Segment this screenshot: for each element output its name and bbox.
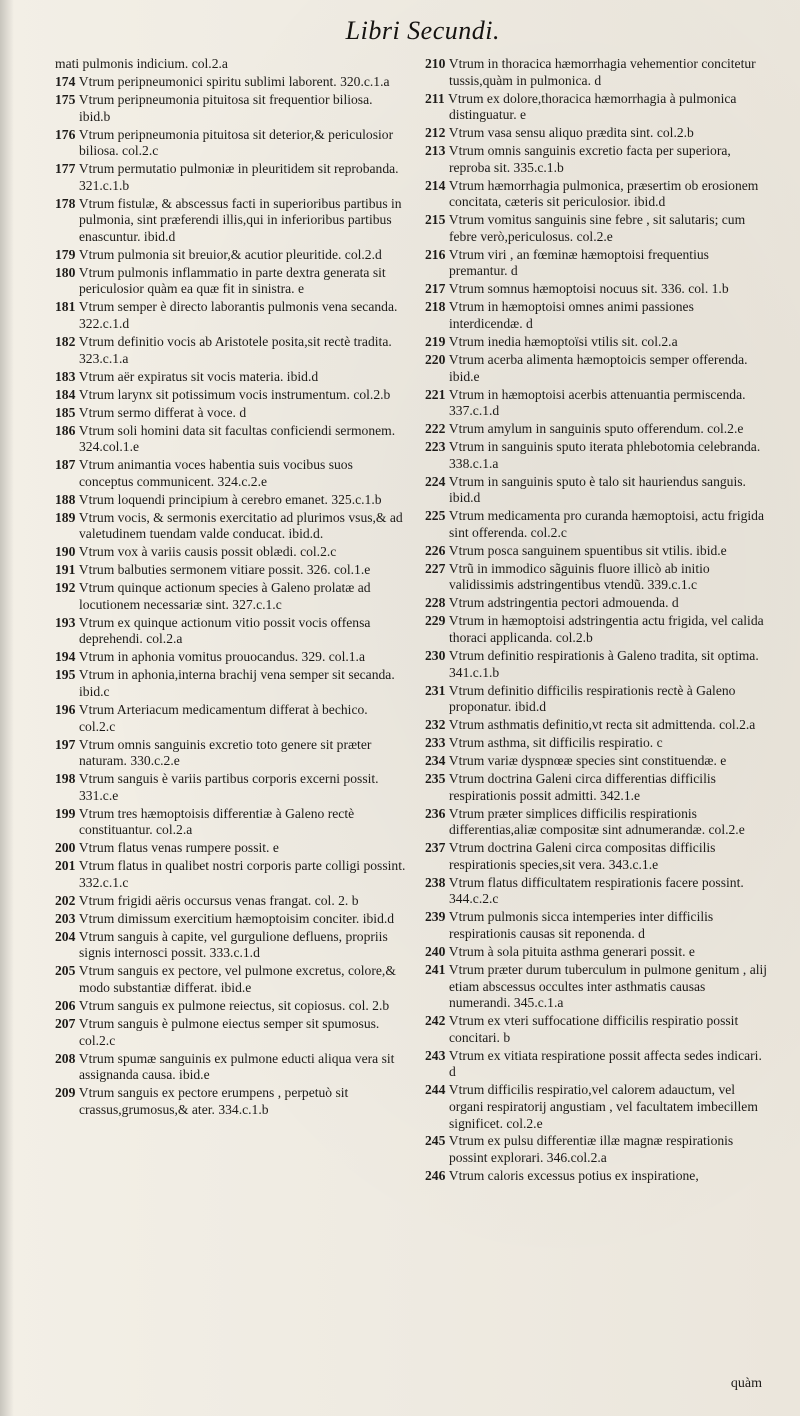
entry-reference: 343.c.1.e (605, 856, 659, 872)
entry-number: 233 (425, 735, 449, 751)
entry-reference: col.2.e (703, 421, 744, 437)
entry-text: Vtrum definitio vocis ab Aristotele posita,sit rectè tradita. (78, 334, 392, 350)
entry-reference: col.2.a (188, 56, 228, 71)
index-entry (55, 423, 407, 456)
entry-text: Vtrum vocis, & sermonis exercitatio ad plurimos vsus,& ad valetudinem tuendam valde conducat. (78, 509, 403, 542)
entry-text: Vtrum semper è directo laborantis pulmonis vena secanda. (78, 299, 398, 315)
entry-reference: ibid.d (140, 228, 176, 244)
entry-number: 199 (55, 805, 79, 821)
entry-reference: ibid.d. (285, 526, 324, 542)
entry-text: Vtrum in sanguinis sputo è talo sit hauriendus sanguis. (448, 473, 746, 489)
entry-number: 243 (425, 1047, 449, 1063)
entry-number: 223 (425, 439, 449, 455)
index-entry (425, 125, 770, 142)
entry-reference: 346.col.2.a (543, 1150, 607, 1166)
entry-number: 177 (55, 161, 79, 177)
entry-reference: col.2.a (637, 334, 678, 350)
entry-text: Vtrum omnis sanguinis excretio facta per superiora, reproba sit. (448, 143, 731, 175)
index-entry (55, 161, 407, 194)
entry-text: Vtrum præter simplices difficilis respirationis differentias,aliæ compositæ sint adnumerandæ. (448, 805, 706, 838)
entry-number: 231 (425, 682, 449, 698)
entry-reference: c (653, 735, 663, 751)
entry-text: Vtrum fistulæ, & abscessus facti in superioribus partibus in pulmonia, sint præferendi illis,qui in inferioribus partibus enascuntur. (78, 195, 402, 244)
entry-reference: col.2.b (552, 630, 593, 646)
entry-text: Vtrum sanguis ex pulmone reiectus, sit copiosus. (78, 997, 346, 1013)
entry-reference: ibid.d (359, 910, 395, 926)
entry-reference: col.2.b (349, 386, 391, 402)
entry-reference: col.2.e (705, 822, 745, 838)
index-entry (425, 387, 770, 420)
entry-number: 186 (55, 422, 79, 438)
entry-reference: 344.c.2.c (449, 891, 499, 907)
index-entry (55, 858, 407, 891)
index-entry (425, 334, 770, 351)
index-entry (55, 127, 407, 160)
entry-text: Vtrum inedia hæmoptoïsi vtilis sit. (448, 334, 638, 350)
entry-reference: col.2.a (142, 631, 183, 647)
entry-number: 197 (55, 736, 79, 752)
entry-number: 226 (425, 542, 449, 558)
right-column (425, 56, 770, 1186)
entry-text: Vtrum in hæmoptoisi acerbis attenuantia permiscenda. (448, 386, 746, 402)
entry-number: 174 (55, 73, 79, 89)
index-entry (55, 562, 407, 579)
index-entry (55, 998, 407, 1015)
entry-reference: ibid.d (630, 194, 666, 210)
binding-shadow (0, 0, 14, 1416)
entry-number: 229 (425, 613, 449, 629)
entry-text: Vtrum à sola pituita asthma generari possit. (448, 944, 686, 959)
entry-number: 192 (55, 580, 79, 596)
index-entry (425, 648, 770, 681)
entry-text: Vtrum amylum in sanguinis sputo offerendum. (448, 421, 704, 437)
index-entry (55, 1016, 407, 1049)
entry-text: Vtrum Arteriacum medicamentum differat à bechico. (78, 701, 368, 717)
entry-text: Vtrum somnus hæmoptoisi nocuus sit. (448, 281, 658, 297)
entry-text: Vtrum quinque actionum species à Galeno prolatæ ad locutionem necessariæ sint. (78, 580, 371, 612)
index-entry (55, 667, 407, 700)
entry-text: Vtrum asthma, sit difficilis respiratio. (448, 735, 654, 751)
entry-number: 176 (55, 126, 79, 142)
index-entry (425, 944, 770, 961)
entry-number: 180 (55, 264, 79, 280)
entry-number: 236 (425, 805, 449, 821)
entry-text: Vtrum hæmorrhagia pulmonica, præsertim ob erosionem concitata, cæteris sit periculosior. (448, 177, 759, 210)
entry-text: Vtrum asthmatis definitio,vt recta sit admittenda. (448, 717, 716, 733)
entry-number: 224 (425, 473, 449, 489)
index-entry (425, 543, 770, 560)
index-entry (425, 508, 770, 541)
entry-reference: 333.c.1.d (206, 945, 260, 961)
index-entry (425, 1082, 770, 1132)
entry-number: 181 (55, 299, 79, 315)
entry-text: Vtrum vasa sensu aliquo prædita sint. (448, 125, 654, 141)
index-entry (55, 369, 407, 386)
entry-number: 191 (55, 562, 79, 578)
index-entry (425, 735, 770, 752)
index-entry (425, 753, 770, 770)
index-entry (425, 247, 770, 280)
entry-reference: ibid.d (283, 368, 319, 384)
index-entry (425, 281, 770, 298)
entry-reference: col.2.c (296, 544, 337, 560)
entry-text: Vtrum medicamenta pro curanda hæmoptoisi, actu frigida sint offerenda. (448, 508, 765, 540)
entry-reference: d (590, 72, 602, 88)
index-entry (55, 1051, 407, 1084)
entry-reference: 327.c.1.c (228, 596, 282, 612)
entry-number: 238 (425, 874, 449, 890)
index-entry (55, 387, 407, 404)
entry-reference: 323.c.1.a (79, 350, 129, 366)
entry-number: 211 (425, 90, 449, 106)
entry-number: 190 (55, 544, 79, 560)
entry-reference: 345.c.1.a (510, 995, 564, 1011)
entry-text: Vtrum peripneumonici spiritu sublimi laborent. (78, 73, 337, 89)
entry-number: 175 (55, 91, 79, 107)
entry-text: Vtrum flatus venas rumpere possit. (78, 840, 270, 856)
entry-number: 237 (425, 840, 449, 856)
entry-number: 200 (55, 840, 79, 856)
entry-number: 205 (55, 963, 79, 979)
entry-number: 198 (55, 771, 79, 787)
entry-text: Vtrũ in immodico sãguinis fluore illicò ab initio validissimis adstringentibus vtendũ. (448, 560, 710, 593)
entry-number: 195 (55, 667, 79, 683)
index-entry (55, 737, 407, 770)
index-entry (55, 806, 407, 839)
entry-number: 187 (55, 457, 79, 473)
entry-text: Vtrum posca sanguinem spuentibus sit vtilis. (448, 542, 693, 558)
entry-number: 240 (425, 944, 449, 959)
entry-text: Vtrum definitio respirationis à Galeno tradita, sit optima. (448, 648, 759, 663)
index-entry (425, 717, 770, 734)
entry-reference: e (716, 753, 727, 769)
entry-text: Vtrum vomitus sanguinis sine febre , sit salutaris; cum febre verò,periculosus. (448, 212, 746, 244)
entry-text: Vtrum sermo differat à voce. (78, 404, 236, 420)
entry-number: 203 (55, 910, 79, 926)
index-entry (55, 265, 407, 298)
entry-text: Vtrum definitio difficilis respirationis rectè à Galeno proponatur. (448, 682, 736, 715)
entry-reference: 338.c.1.a (449, 455, 499, 471)
entry-reference: 326. col.1.e (303, 562, 371, 578)
entry-reference: ibid.e (175, 1067, 210, 1083)
entry-number: 220 (425, 352, 449, 367)
index-entry (55, 334, 407, 367)
entry-text: Vtrum dimissum exercitium hæmoptoisim conciter. (78, 910, 360, 926)
index-entry (55, 615, 407, 648)
entry-number: 207 (55, 1015, 79, 1031)
entry-reference: ibid.d (449, 490, 481, 506)
entry-text: Vtrum ex dolore,thoracica hæmorrhagia à pulmonica distinguatur. (448, 90, 737, 123)
entry-number: 204 (55, 928, 79, 944)
index-entry (425, 212, 770, 245)
entry-number: 193 (55, 614, 79, 630)
entry-reference: d (449, 1064, 456, 1080)
entry-text: Vtrum in sanguinis sputo iterata phlebotomia celebranda. (448, 439, 761, 455)
entry-text: Vtrum peripneumonia pituitosa sit frequentior biliosa. (78, 91, 373, 107)
entry-text: Vtrum loquendi principium à cerebro emanet. (78, 491, 328, 507)
entry-number: 245 (425, 1133, 449, 1149)
entry-text: Vtrum balbuties sermonem vitiare possit. (78, 562, 304, 578)
entry-text: Vtrum in hæmoptoisi omnes animi passiones interdicendæ. (448, 299, 694, 332)
entry-text: Vtrum caloris excessus potius ex inspiratione, (448, 1168, 699, 1184)
entry-reference: 336. col. 1.b (657, 281, 729, 297)
entry-reference: col.2.c (79, 1032, 116, 1048)
index-entry (425, 1013, 770, 1046)
index-entry (425, 1048, 770, 1081)
entry-text: Vtrum ex pulsu differentiæ illæ magnæ respirationis possint explorari. (448, 1133, 734, 1166)
entry-number: 241 (425, 961, 449, 977)
index-entry (425, 561, 770, 594)
entry-number: 242 (425, 1013, 449, 1029)
index-entry (425, 299, 770, 332)
index-entry (55, 580, 407, 613)
entry-text: Vtrum viri , an fœminæ hæmoptoisi frequentius premantur. (448, 246, 709, 279)
entry-number: 217 (425, 281, 449, 297)
entry-number: 182 (55, 334, 79, 350)
entry-number: 239 (425, 909, 449, 925)
index-entry (55, 702, 407, 735)
entry-text: Vtrum præter durum tuberculum in pulmone genitum , alij etiam abscessus occultes inter asthmatis causas numerandi. (448, 961, 768, 1011)
entry-reference: ibid.e (692, 542, 727, 558)
entry-number: 201 (55, 858, 79, 874)
entry-reference: 320.c.1.a (336, 73, 390, 89)
entry-number: 225 (425, 508, 449, 524)
entry-number: 183 (55, 368, 79, 384)
entry-reference: col.2.d (341, 246, 382, 262)
entry-reference: e (294, 281, 305, 297)
entry-reference: col.2.c (527, 524, 567, 540)
entry-text: Vtrum sanguis è pulmone eiectus semper sit spumosus. (78, 1015, 380, 1031)
entry-reference: col.2.e (502, 1115, 543, 1131)
entry-reference: 324.c.2.e (214, 473, 268, 489)
entry-number: 209 (55, 1085, 79, 1101)
entry-text: Vtrum variæ dyspnœæ species sint constituendæ. (448, 753, 717, 769)
entry-text: Vtrum sanguis ex pectore erumpens , perpetuò sit crassus,grumosus,& ater. (78, 1085, 349, 1117)
entry-number: 179 (55, 246, 79, 262)
entry-number: 206 (55, 997, 79, 1013)
index-entry (425, 91, 770, 124)
entry-text: Vtrum animantia voces habentia suis vocibus suos conceptus communicent. (78, 457, 353, 489)
entry-number: 234 (425, 753, 449, 769)
index-entry (55, 929, 407, 962)
entry-text: Vtrum sanguis à capite, vel gurgulione defluens, propriis signis internosci possit. (78, 928, 388, 961)
index-entry (425, 875, 770, 908)
entry-reference: ibid.b (79, 108, 111, 124)
index-entry (425, 56, 770, 89)
index-entry (425, 613, 770, 646)
index-entry (55, 963, 407, 996)
entry-text: Vtrum doctrina Galeni circa differentias difficilis respirationis possit admitti. (448, 771, 716, 803)
entry-reference: d (668, 595, 679, 611)
entry-text: Vtrum difficilis respiratio,vel calorem adauctum, vel organi respiratorij angustiam , vel facultatem imbecillem significet. (448, 1082, 758, 1131)
entry-reference: col. 2. b (311, 892, 359, 908)
entry-reference: col.2.b (653, 125, 694, 141)
entry-number: 219 (425, 334, 449, 350)
entry-text: Vtrum acerba alimenta hæmoptoicis semper offerenda. (448, 352, 748, 367)
index-entry (55, 492, 407, 509)
entry-text: Vtrum sanguis ex pectore, vel pulmone excretus, colore,& modo substantiæ differat. (78, 963, 396, 995)
index-entry (55, 544, 407, 561)
entry-reference: 325.c.1.b (327, 491, 382, 507)
index-entry (425, 474, 770, 507)
left-column (55, 56, 407, 1120)
index-entry (425, 1168, 770, 1185)
entry-reference: b (499, 1029, 511, 1045)
entry-reference: col.2.c (79, 718, 116, 734)
entry-reference: col.2.e (573, 228, 613, 244)
entry-text: Vtrum in hæmoptoisi adstringentia actu frigida, vel calida thoraci applicanda. (448, 613, 764, 646)
entry-number: 210 (425, 56, 449, 71)
entry-text: Vtrum larynx sit potissimum vocis instrumentum. (78, 386, 350, 402)
entry-number: 189 (55, 509, 79, 525)
entry-text: Vtrum doctrina Galeni circa compositas difficilis respirationis species,sit vera. (448, 840, 716, 872)
entry-reference: col.2.c (118, 143, 159, 159)
index-entry (425, 421, 770, 438)
index-entry (55, 92, 407, 125)
entry-reference: col. 2.b (345, 997, 390, 1013)
entry-text: mati pulmonis indicium. (55, 56, 189, 71)
entry-number: 196 (55, 701, 79, 717)
index-entry (55, 299, 407, 332)
entry-text: Vtrum permutatio pulmoniæ in pleuritidem sit reprobanda. (78, 161, 399, 177)
entry-number: 185 (55, 404, 79, 420)
entry-text: Vtrum soli homini data sit facultas conficiendi sermonem. (78, 422, 396, 438)
entry-number: 228 (425, 595, 449, 611)
entry-reference: d (522, 316, 533, 332)
entry-number: 218 (425, 299, 449, 315)
entry-number: 244 (425, 1082, 449, 1098)
entry-reference: ibid.c (79, 683, 110, 699)
entry-number: 221 (425, 386, 449, 402)
entry-text: Vtrum omnis sanguinis excretio toto genere sit præter naturam. (78, 736, 372, 769)
entry-reference: 337.c.1.d (449, 403, 500, 419)
entry-reference: ibid.e (217, 979, 252, 995)
index-entry (55, 457, 407, 490)
entry-reference: e (269, 840, 279, 856)
index-entry (55, 56, 407, 73)
entry-reference: d (507, 263, 518, 279)
index-entry (55, 911, 407, 928)
index-entry (425, 178, 770, 211)
running-head: Libri Secundi. (345, 16, 500, 45)
entry-text: Vtrum flatus in qualibet nostri corporis parte colligi possint. (78, 858, 406, 874)
entry-reference: 321.c.1.b (79, 177, 130, 193)
entry-text: Vtrum aër expiratus sit vocis materia. (78, 368, 284, 384)
entry-text: Vtrum in aphonia vomitus prouocandus. (78, 649, 299, 665)
index-entry (425, 1133, 770, 1166)
index-entry (425, 962, 770, 1012)
entry-text: Vtrum flatus difficultatem respirationis facere possint. (448, 874, 744, 890)
index-entry (55, 1085, 407, 1118)
entry-number: 246 (425, 1168, 449, 1184)
entry-number: 208 (55, 1050, 79, 1066)
entry-number: 202 (55, 892, 79, 908)
index-entry (55, 196, 407, 246)
entry-text: Vtrum adstringentia pectori admouenda. (448, 595, 669, 611)
entry-reference: 331.c.e (79, 787, 119, 803)
entry-number: 230 (425, 648, 449, 663)
entry-number: 215 (425, 212, 449, 228)
catchword: quàm (730, 1376, 762, 1391)
entry-reference: 329. col.1.a (298, 649, 365, 665)
entry-text: Vtrum ex quinque actionum vitio possit vocis offensa deprehendi. (78, 614, 371, 647)
index-entry (55, 405, 407, 422)
index-entry (55, 74, 407, 91)
entry-number: 213 (425, 143, 449, 159)
index-entry (55, 893, 407, 910)
entry-number: 235 (425, 771, 449, 787)
entry-reference: d (235, 404, 247, 420)
index-entry (425, 439, 770, 472)
index-entry (55, 247, 407, 264)
entry-reference: e (685, 944, 695, 959)
entry-number: 232 (425, 717, 449, 733)
index-entry (425, 143, 770, 176)
index-entry (425, 771, 770, 804)
entry-number: 194 (55, 649, 79, 665)
entry-reference: ibid.d (511, 699, 547, 715)
index-entry (425, 806, 770, 839)
index-entry (425, 352, 770, 385)
entry-text: Vtrum pulmonis inflammatio in parte dextra generata sit periculosior quàm ea quæ fit in sinistra. (78, 264, 386, 297)
entry-reference: 335.c.1.b (510, 159, 564, 175)
entry-reference: 324.col.1.e (79, 439, 140, 455)
entry-reference: ibid.e (449, 368, 480, 384)
entry-reference: e (516, 107, 527, 123)
index-entry (425, 909, 770, 942)
entry-text: Vtrum pulmonia sit breuior,& acutior pleuritide. (78, 246, 342, 262)
entry-reference: 332.c.1.c (79, 874, 129, 890)
entry-reference: 342.1.e (596, 787, 641, 803)
entry-text: Vtrum peripneumonia pituitosa sit deterior,& periculosior biliosa. (78, 126, 394, 159)
index-entry (425, 683, 770, 716)
entry-text: Vtrum sanguis è variis partibus corporis excerni possit. (78, 771, 379, 787)
entry-number: 212 (425, 125, 449, 141)
entry-reference: col.2.a (715, 717, 756, 733)
entry-number: 184 (55, 386, 79, 402)
index-entry (425, 595, 770, 612)
entry-number: 216 (425, 246, 449, 262)
entry-text: Vtrum ex vteri suffocatione difficilis respiratio possit concitari. (448, 1013, 739, 1045)
entry-text: Vtrum ex vitiata respiratione possit affecta sedes indicari. (448, 1047, 762, 1063)
entry-reference: 330.c.2.e (126, 753, 180, 769)
index-entry (55, 649, 407, 666)
index-entry (55, 771, 407, 804)
entry-text: Vtrum in aphonia,interna brachij vena semper sit secanda. (78, 667, 395, 683)
entry-text: Vtrum in thoracica hæmorrhagia vehementior concitetur tussis,quàm in pulmonica. (448, 56, 756, 88)
entry-number: 178 (55, 195, 79, 211)
entry-text: Vtrum pulmonis sicca intemperies inter difficilis respirationis causas sit reponenda. (448, 909, 714, 942)
entry-reference: col.2.a (152, 822, 193, 838)
entry-text: Vtrum vox à variis causis possit oblædi. (78, 544, 297, 560)
entry-number: 222 (425, 421, 449, 437)
entry-text: Vtrum frigidi aëris occursus venas frangat. (78, 892, 312, 908)
entry-reference: 339.c.1.c (644, 577, 698, 593)
entry-reference: 322.c.1.d (79, 316, 130, 332)
entry-number: 227 (425, 560, 449, 576)
entry-number: 188 (55, 491, 79, 507)
entry-text: Vtrum spumæ sanguinis ex pulmone educti aliqua vera sit assignanda causa. (78, 1050, 395, 1083)
entry-reference: 334.c.1.b (214, 1101, 269, 1117)
index-entry (55, 510, 407, 543)
index-entry (55, 840, 407, 857)
entry-reference: 341.c.1.b (449, 664, 500, 680)
entry-reference: d (634, 926, 645, 942)
entry-number: 214 (425, 177, 449, 193)
index-entry (425, 840, 770, 873)
entry-text: Vtrum tres hæmoptoisis differentiæ à Galeno rectè constituantur. (78, 805, 355, 838)
